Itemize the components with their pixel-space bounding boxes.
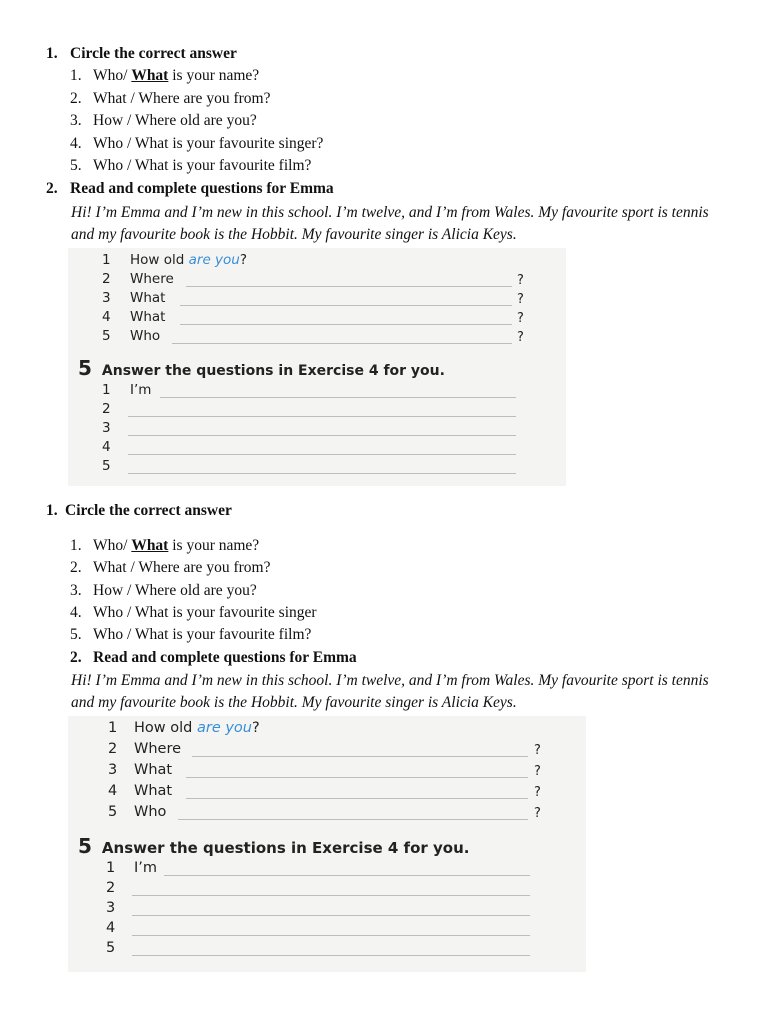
row-number: 5 [108,804,118,820]
row-number: 3 [102,290,111,306]
row-number: 4 [102,309,111,325]
emma-story: Hi! I’m Emma and I’m new in this school. I’m twelve, and I’m from Wales. My favourite sport is tennis and my favourite book is the Hobbit. My favourite singer is Alicia Keys. [71,204,709,243]
prompt-tail: ? [252,720,260,736]
question-text: How / Where old are you? [93,112,257,129]
answer-blank [132,935,530,936]
question-item [70,581,257,601]
prompt-word: Where [134,741,182,757]
question-item [70,625,311,645]
exercise-row [68,804,586,824]
answer-blank [132,955,530,956]
row-number: 3 [102,420,111,436]
question-number: 3. [70,112,82,129]
row-number: 2 [102,271,111,287]
heading-text: Circle the correct answer [70,45,237,62]
prompt-word: Where [130,271,174,287]
underlined-answer: What [131,537,169,554]
exercise-5-text: Answer the questions in Exercise 4 for you. [101,839,470,857]
question-number: 2. [70,559,82,576]
prompt-word: What [130,309,166,325]
prompt-word: What [134,783,173,799]
answer-blank [164,875,530,876]
question-mark: ? [534,806,541,821]
row-number: 1 [108,720,118,736]
exercise-5-number: 5 [78,834,92,858]
question-number: 1. [70,67,82,84]
row-number: 2 [106,880,116,896]
answer-blank [186,777,528,778]
row-number: 1 [102,252,111,268]
heading-text: Circle the correct answer [65,502,232,519]
question-text: Who/ [93,67,132,84]
question-mark: ? [517,273,524,288]
exercise-1-heading [46,501,232,521]
prompt-word: What [130,290,166,306]
question-mark: ? [534,764,541,779]
question-item [70,558,270,578]
answer-blank [186,798,528,799]
row-number: 5 [102,328,111,344]
question-number: 5. [70,626,82,643]
row-number: 2 [108,741,118,757]
question-text: Who / What is your favourite film? [93,157,312,174]
question-text: How / Where old are you? [93,582,257,599]
question-text: Who / What is your favourite film? [93,626,312,643]
question-number: 5. [70,157,82,174]
row-number: 4 [108,783,118,799]
heading-text: Read and complete questions for Emma [70,180,334,197]
heading-text: Read and complete questions for Emma [93,649,357,666]
row-prompt [134,720,260,736]
answer-blank [132,895,530,896]
exercise-row [68,720,586,740]
row-number: 4 [102,439,111,455]
answer-blank [132,915,530,916]
answer-row [68,860,586,880]
question-text: Who / What is your favourite singer? [93,135,324,152]
exercise-row [68,762,586,782]
question-mark: ? [517,292,524,307]
prompt-word: I’m [130,382,152,398]
question-text: Who/ [93,537,132,554]
question-text: What / Where are you from? [93,559,271,576]
prompt-blue-text: are you [188,252,240,268]
answer-row [68,920,586,940]
exercise-5-title [78,834,469,858]
emma-story: Hi! I’m Emma and I’m new in this school. I’m twelve, and I’m from Wales. My favourite sport is tennis and my favourite book is the Hobbit. My favourite singer is Alicia Keys. [71,672,709,711]
question-text-end: is your name? [168,537,260,554]
answer-blank [178,819,528,820]
row-number: 1 [102,382,111,398]
heading-number: 1. [46,502,58,519]
heading-number: 2. [70,649,82,666]
question-mark: ? [517,311,524,326]
exercise-5-number: 5 [78,356,92,380]
underlined-answer: What [131,67,169,84]
answer-row [68,940,586,960]
question-number: 4. [70,135,82,152]
row-number: 3 [106,900,116,916]
question-number: 1. [70,537,82,554]
question-number: 2. [70,90,82,107]
answer-blank [192,756,528,757]
question-text: Who / What is your favourite singer [93,604,317,621]
textbook-scan [68,716,586,972]
exercise-row [68,783,586,803]
prompt-word: How old [134,720,197,736]
question-number: 4. [70,604,82,621]
exercise-5-text: Answer the questions in Exercise 4 for you. [101,363,445,379]
prompt-word: I’m [134,860,158,876]
prompt-word: Who [130,328,161,344]
question-text-end: is your name? [168,67,260,84]
question-mark: ? [517,330,524,345]
question-number: 3. [70,582,82,599]
exercise-row [68,741,586,761]
row-number: 3 [108,762,118,778]
exercise-2-heading [70,648,357,668]
row-number: 4 [106,920,116,936]
question-mark: ? [534,743,541,758]
prompt-blue-text: are you [196,720,252,736]
heading-number: 1. [46,45,58,62]
row-number: 5 [106,940,116,956]
question-mark: ? [534,785,541,800]
question-item [70,536,259,556]
prompt-word: How old [130,252,189,268]
answer-row [68,880,586,900]
prompt-word: Who [134,804,167,820]
prompt-tail: ? [239,252,248,268]
prompt-word: What [134,762,173,778]
row-number: 1 [106,860,116,876]
answer-row [68,900,586,920]
question-item [70,603,317,623]
question-text: What / Where are you from? [93,90,271,107]
heading-number: 2. [46,180,58,197]
row-number: 5 [102,458,111,474]
row-number: 2 [102,401,111,417]
